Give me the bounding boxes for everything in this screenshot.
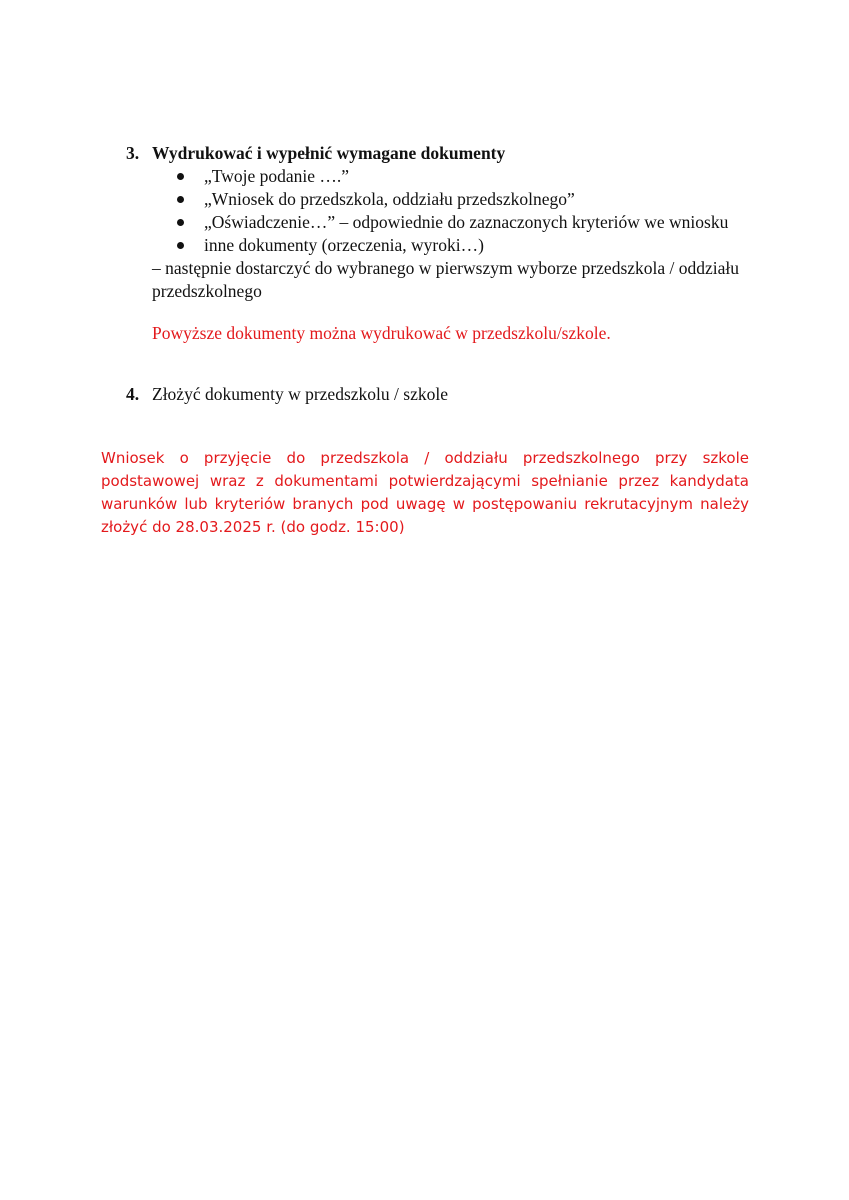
bullet-icon [177, 242, 184, 249]
delivery-instruction-line-2: przedszkolnego [152, 281, 262, 301]
list-item [176, 234, 728, 257]
bullet-icon [177, 196, 184, 203]
list-item-text: „Wniosek do przedszkola, oddziału przedszkolnego” [204, 189, 575, 209]
step-4-title: Złożyć dokumenty w przedszkolu / szkole [152, 384, 448, 404]
step-3-number: 3. [126, 143, 140, 163]
print-note: Powyższe dokumenty można wydrukować w przedszkolu/szkole. [152, 323, 611, 343]
required-documents-list [176, 165, 728, 257]
deadline-notice: Wniosek o przyjęcie do przedszkola / oddziału przedszkolnego przy szkole podstawowej wraz z dokumentami potwierdzającymi spełnianie przez kandydata warunków lub kryteriów branych pod uwagę w postępowaniu rekrutacyjnym należy złożyć do 28.03.2025 r. (do godz. 15:00) [101, 449, 749, 536]
list-item [176, 165, 728, 188]
bullet-icon [177, 219, 184, 226]
step-4-number: 4. [126, 384, 140, 404]
list-item-text: inne dokumenty (orzeczenia, wyroki…) [204, 235, 484, 255]
list-item [176, 211, 728, 234]
list-item-text: „Oświadczenie…” – odpowiednie do zaznaczonych kryteriów we wniosku [204, 212, 729, 232]
bullet-icon [177, 173, 184, 180]
list-item [176, 188, 728, 211]
step-3-title: Wydrukować i wypełnić wymagane dokumenty [152, 143, 506, 163]
delivery-instruction-line-1: – następnie dostarczyć do wybranego w pierwszym wyborze przedszkola / oddziału [152, 258, 740, 278]
list-item-text: „Twoje podanie ….” [204, 166, 350, 186]
